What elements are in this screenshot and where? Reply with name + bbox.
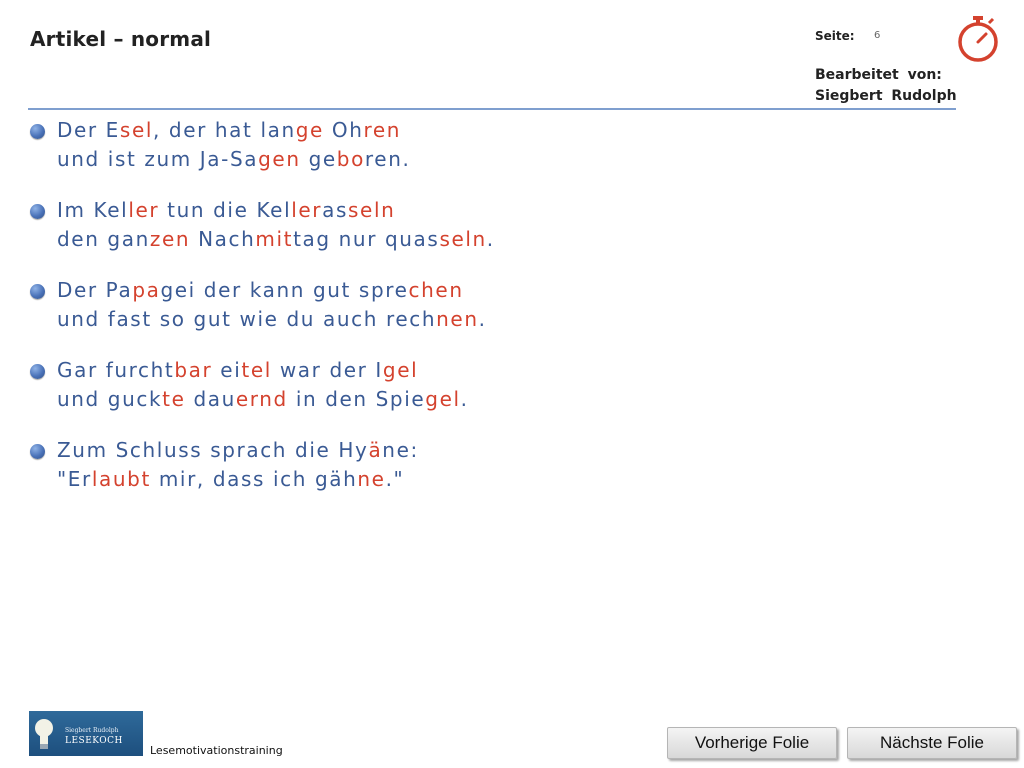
text-segment: den gan bbox=[57, 227, 150, 251]
text-segment: . bbox=[486, 227, 495, 251]
highlighted-syllable: gel bbox=[425, 387, 461, 411]
text-segment: "Er bbox=[57, 467, 92, 491]
bullet-icon[interactable] bbox=[30, 284, 45, 299]
verse-line bbox=[57, 118, 401, 142]
bullet-icon[interactable] bbox=[30, 364, 45, 379]
stopwatch-icon[interactable] bbox=[955, 14, 1001, 64]
highlighted-syllable: tel bbox=[241, 358, 272, 382]
page-number: 6 bbox=[874, 30, 881, 41]
verse-line bbox=[57, 467, 404, 491]
logo-wordmark: LESEKOCH bbox=[65, 736, 123, 746]
text-segment: mir, dass ich gäh bbox=[150, 467, 358, 491]
verse-line bbox=[57, 387, 469, 411]
highlighted-syllable: ernd bbox=[235, 387, 288, 411]
text-segment: in den Spie bbox=[287, 387, 426, 411]
bullet-icon[interactable] bbox=[30, 444, 45, 459]
highlighted-syllable: pa bbox=[132, 278, 161, 302]
bullet-icon[interactable] bbox=[30, 204, 45, 219]
text-segment: tag nur quas bbox=[293, 227, 440, 251]
highlighted-syllable: seln bbox=[439, 227, 487, 251]
verse-line bbox=[57, 278, 464, 302]
highlighted-syllable: seln bbox=[348, 198, 396, 222]
highlighted-syllable: te bbox=[162, 387, 186, 411]
highlighted-syllable: ler bbox=[128, 198, 160, 222]
verse-line bbox=[57, 358, 418, 382]
lightbulb-icon bbox=[33, 716, 55, 752]
verse-line bbox=[57, 227, 495, 251]
text-segment: war der I bbox=[271, 358, 383, 382]
verse-line bbox=[57, 198, 395, 222]
text-segment: Gar furcht bbox=[57, 358, 175, 382]
text-segment: ." bbox=[385, 467, 405, 491]
verse-line bbox=[57, 438, 419, 462]
highlighted-syllable: ren bbox=[363, 118, 402, 142]
text-segment: . bbox=[460, 387, 469, 411]
highlighted-syllable: laubt bbox=[91, 467, 151, 491]
highlighted-syllable: ä bbox=[368, 438, 383, 462]
highlighted-syllable: bar bbox=[174, 358, 213, 382]
highlighted-syllable: chen bbox=[408, 278, 464, 302]
text-segment: Zum Schluss sprach die Hy bbox=[57, 438, 369, 462]
logo-author: Siegbert Rudolph bbox=[65, 727, 119, 734]
text-segment: tun die Kel bbox=[159, 198, 292, 222]
highlighted-syllable: sel bbox=[119, 118, 154, 142]
next-slide-button[interactable]: Nächste Folie bbox=[847, 727, 1017, 759]
verse-line bbox=[57, 307, 487, 331]
text-segment: ge bbox=[300, 147, 337, 171]
text-segment: gei der kann gut spre bbox=[160, 278, 409, 302]
previous-slide-button[interactable]: Vorherige Folie bbox=[667, 727, 837, 759]
page-label: Seite: bbox=[815, 29, 855, 43]
text-segment: Der Pa bbox=[57, 278, 133, 302]
text-segment: . bbox=[478, 307, 487, 331]
text-segment: und ist zum Ja-Sa bbox=[57, 147, 259, 171]
highlighted-syllable: bo bbox=[336, 147, 365, 171]
page-title: Artikel – normal bbox=[30, 27, 212, 51]
highlighted-syllable: zen bbox=[149, 227, 191, 251]
text-segment: Nach bbox=[190, 227, 256, 251]
highlighted-syllable: ne bbox=[357, 467, 386, 491]
verse-line bbox=[57, 147, 410, 171]
highlighted-syllable: ler bbox=[291, 198, 323, 222]
highlighted-syllable: gen bbox=[258, 147, 301, 171]
text-segment: und fast so gut wie du auch rech bbox=[57, 307, 437, 331]
text-segment: as bbox=[322, 198, 349, 222]
footer-label: Lesemotivationstraining bbox=[150, 744, 283, 757]
bullet-icon[interactable] bbox=[30, 124, 45, 139]
lesekoch-logo bbox=[29, 711, 143, 756]
highlighted-syllable: mit bbox=[255, 227, 294, 251]
text-segment: ei bbox=[212, 358, 242, 382]
highlighted-syllable: nen bbox=[436, 307, 479, 331]
author-name: Siegbert Rudolph bbox=[815, 88, 957, 104]
text-segment: ne: bbox=[382, 438, 419, 462]
text-segment: Der E bbox=[57, 118, 120, 142]
highlighted-syllable: gel bbox=[382, 358, 419, 382]
text-segment: dau bbox=[185, 387, 236, 411]
text-segment: ren. bbox=[364, 147, 411, 171]
header-divider bbox=[28, 108, 956, 110]
text-segment: Im Kel bbox=[57, 198, 129, 222]
edited-by-label: Bearbeitet von: bbox=[815, 67, 942, 83]
text-segment: Oh bbox=[323, 118, 364, 142]
text-segment: , der hat lan bbox=[153, 118, 296, 142]
text-segment: und guck bbox=[57, 387, 163, 411]
highlighted-syllable: ge bbox=[295, 118, 324, 142]
